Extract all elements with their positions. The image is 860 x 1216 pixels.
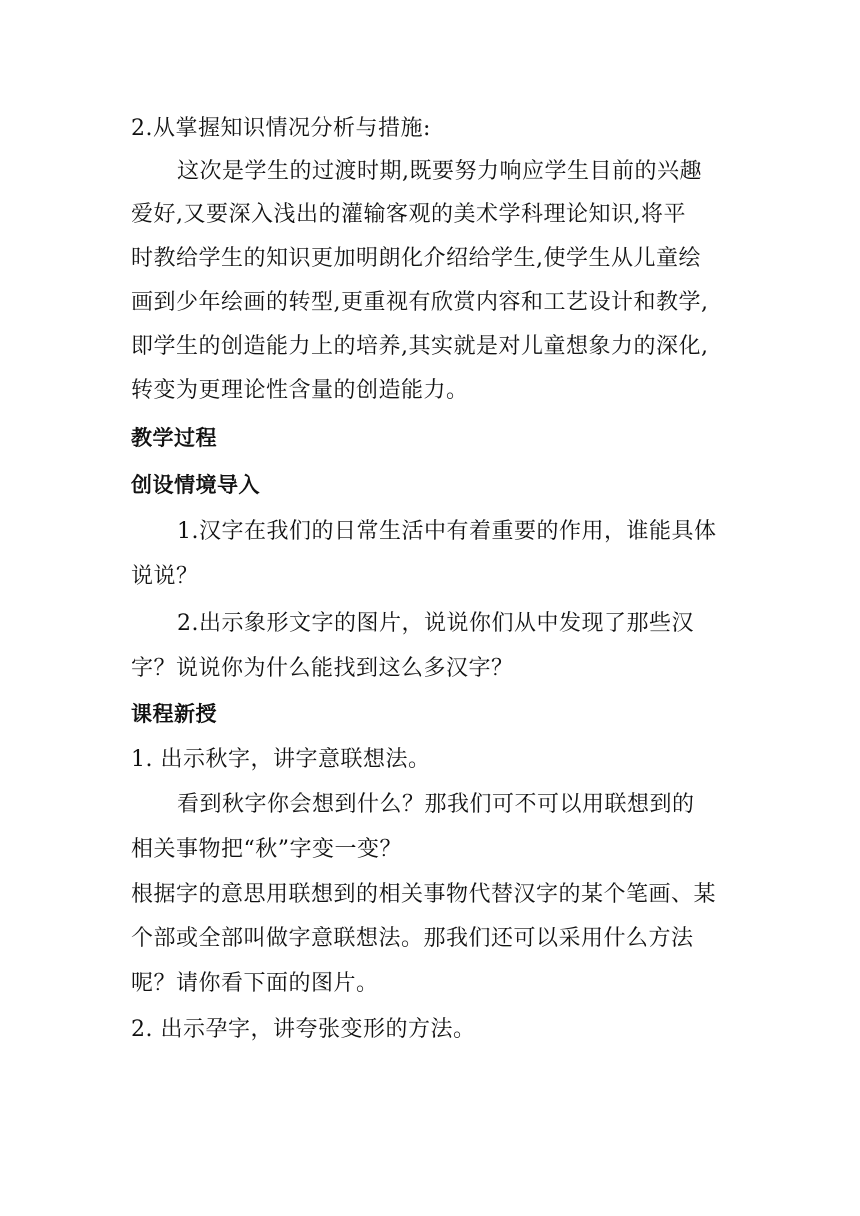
paragraph-1-line-2: 爱好,又要深入浅出的灌输客观的美术学科理论知识,将平 [131, 202, 686, 227]
lesson-para-2-line-1: 根据字的意思用联想到的相关事物代替汉字的某个笔画、某 [131, 882, 717, 907]
lesson-para-1-line-1: 看到秋字你会想到什么？那我们可不可以用联想到的 [177, 792, 695, 817]
intro-item-2-line-1: 2.出示象形文字的图片，说说你们从中发现了那些汉 [177, 611, 694, 636]
lesson-para-1-line-2: 相关事物把“秋”字变一变？ [131, 837, 402, 862]
paragraph-1-line-1: 这次是学生的过渡时期,既要努力响应学生目前的兴趣 [177, 159, 702, 184]
heading-new-lesson: 课程新授 [131, 702, 217, 726]
lesson-item-1: 1. 出示秋字，讲字意联想法。 [131, 747, 431, 772]
paragraph-1-line-5: 即学生的创造能力上的培养,其实就是对儿童想象力的深化, [131, 334, 709, 359]
heading-intro: 创设情境导入 [131, 473, 260, 497]
lesson-item-2: 2. 出示孕字，讲夸张变形的方法。 [131, 1017, 476, 1042]
lesson-para-2-line-3: 呢？请你看下面的图片。 [131, 971, 379, 996]
heading-teaching-process: 教学过程 [131, 426, 217, 450]
paragraph-1-line-3: 时教给学生的知识更加明朗化介绍给学生,使学生从儿童绘 [131, 246, 701, 271]
paragraph-1-line-6: 转变为更理论性含量的创造能力。 [131, 378, 469, 403]
paragraph-1-line-4: 画到少年绘画的转型,更重视有欣赏内容和工艺设计和教学, [131, 290, 709, 315]
section-title: 2.从掌握知识情况分析与措施: [131, 116, 431, 141]
intro-item-1-line-2: 说说？ [131, 564, 199, 589]
lesson-para-2-line-2: 个部或全部叫做字意联想法。那我们还可以采用什么方法 [131, 926, 694, 951]
intro-item-2-line-2: 字？说说你为什么能找到这么多汉字？ [131, 656, 514, 681]
intro-item-1-line-1: 1.汉字在我们的日常生活中有着重要的作用，谁能具体 [177, 519, 717, 544]
